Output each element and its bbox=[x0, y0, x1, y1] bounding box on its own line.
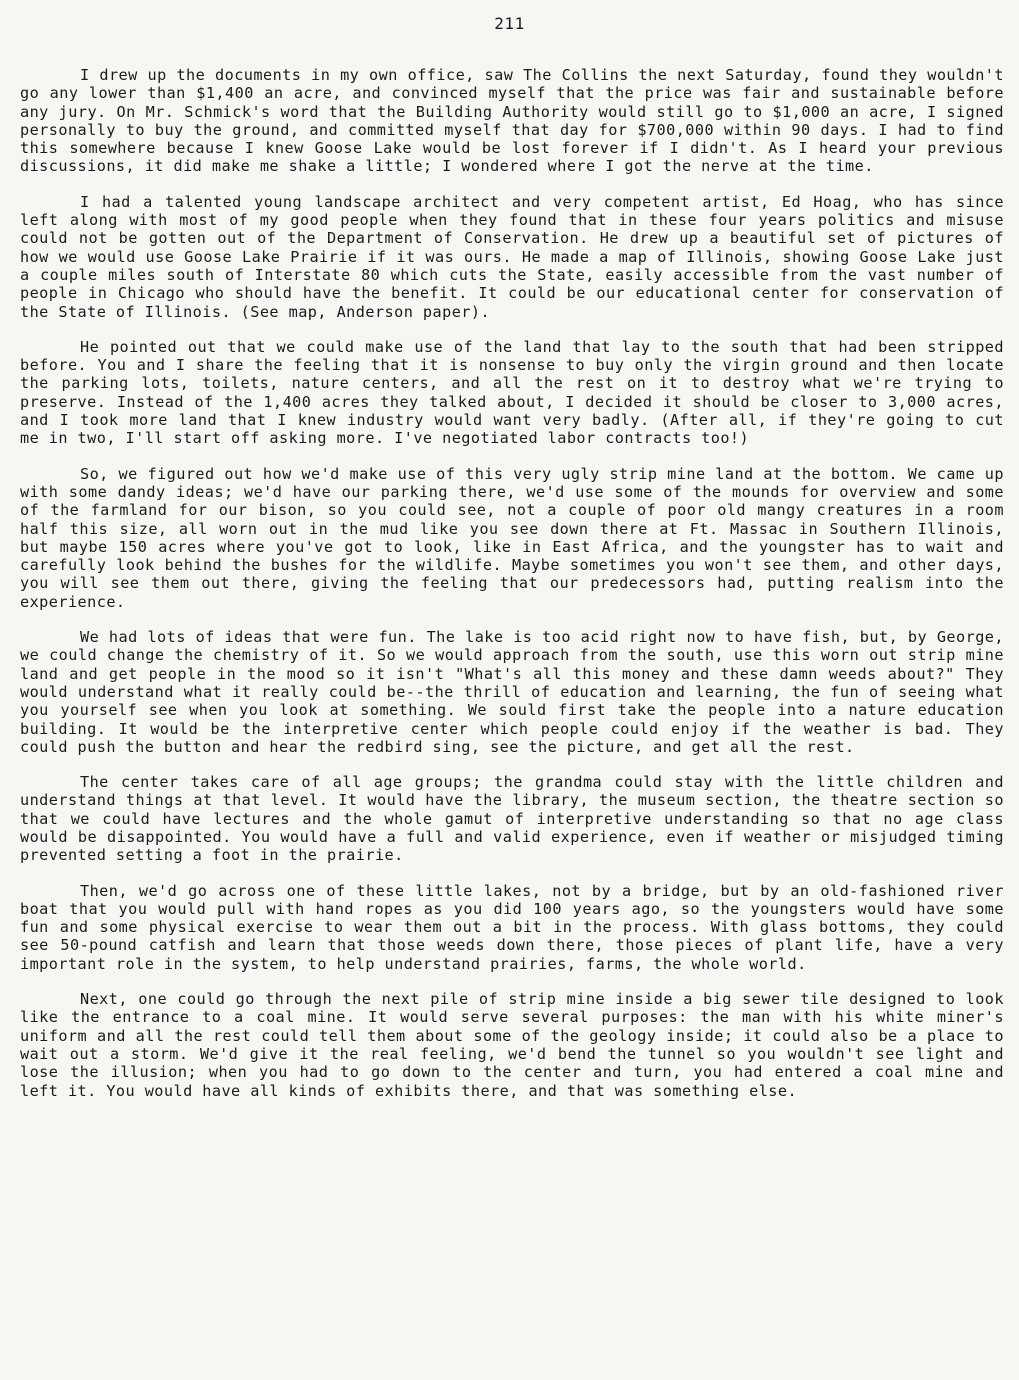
paragraph-6: The center takes care of all age groups; the grandma could stay with the little children and understand things at that level. It would have the library, the museum section, the theatre section so that we could have lectures and the whole gamut of interpretive understanding so that no age class would be disappointed. You would have a full and valid experience, even if weather or misjudged timing prevented setting a foot in the prairie. bbox=[20, 773, 1004, 865]
paragraph-8: Next, one could go through the next pile of strip mine inside a big sewer tile designed to look like the entrance to a coal mine. It would serve several purposes: the man with his white miner's uniform and all the rest could tell them about some of the geology inside; it could also be a place to wait out a storm. We'd give it the real feeling, we'd bend the tunnel so you wouldn't see light and lose the illusion; when you had to go down to the center and turn, you had entered a coal mine and left it. You would have all kinds of exhibits there, and that was something else. bbox=[20, 990, 1004, 1100]
body-text bbox=[20, 66, 1004, 1117]
paragraph-2: I had a talented young landscape architect and very competent artist, Ed Hoag, who has since left along with most of my good people when they found that in these four years politics and misuse could not be gotten out of the Department of Conservation. He drew up a beautiful set of pictures of how we would use Goose Lake Prairie if it was ours. He made a map of Illinois, showing Goose Lake just a couple miles south of Interstate 80 which cuts the State, easily accessible from the vast number of people in Chicago who should have the benefit. It could be our educational center for conservation of the State of Illinois. (See map, Anderson paper). bbox=[20, 192, 1004, 321]
paragraph-1: I drew up the documents in my own office, saw The Collins the next Saturday, found they wouldn't go any lower than $1,400 an acre, and convinced myself that the price was fair and sustainable before any jury. On Mr. Schmick's word that the Building Authority would still go to $1,000 an acre, I signed personally to buy the ground, and committed myself that day for $700,000 within 90 days. I had to find this somewhere because I knew Goose Lake would be lost forever if I didn't. As I heard your previous discussions, it did make me shake a little; I wondered where I got the nerve at the time. bbox=[20, 66, 1004, 176]
paragraph-4: So, we figured out how we'd make use of this very ugly strip mine land at the bottom. We came up with some dandy ideas; we'd have our parking there, we'd use some of the mounds for overview and some of the farmland for our bison, so you could see, not a couple of poor old mangy creatures in a room half this size, all worn out in the mud like you see down there at Ft. Massac in Southern Illinois, but maybe 150 acres where you've got to look, like in East Africa, and the youngster has to wait and carefully look behind the bushes for the wildlife. Maybe sometimes you won't see them, and other days, you will see them out there, giving the feeling that our predecessors had, putting realism into the experience. bbox=[20, 464, 1004, 611]
paragraph-7: Then, we'd go across one of these little lakes, not by a bridge, but by an old-fashioned river boat that you would pull with hand ropes as you did 100 years ago, so the youngsters would have some fun and some physical exercise to wear them out a bit in the process. With glass bottoms, they could see 50-pound catfish and learn that those weeds down there, those pieces of plant life, have a very important role in the system, to help understand prairies, farms, the whole world. bbox=[20, 881, 1004, 973]
page-number: 211 bbox=[494, 14, 525, 33]
paragraph-5: We had lots of ideas that were fun. The lake is too acid right now to have fish, but, by George, we could change the chemistry of it. So we would approach from the south, use this worn out strip mine land and get people in the mood so it isn't "What's all this money and these damn weeds about?" They would understand what it really could be--the thrill of education and learning, the fun of seeing what you yourself see when you look at something. We sould first take the people into a nature education building. It would be the interpretive center which people could enjoy if the weather is bad. They could push the button and hear the redbird sing, see the picture, and get all the rest. bbox=[20, 628, 1004, 756]
paragraph-3: He pointed out that we could make use of the land that lay to the south that had been stripped before. You and I share the feeling that it is nonsense to buy only the virgin ground and then locate the parking lots, toilets, nature centers, and all the rest on it to destroy what we're trying to preserve. Instead of the 1,400 acres they talked about, I decided it should be closer to 3,000 acres, and I took more land that I knew industry would want very badly. (After all, if they're going to cut me in two, I'll start off asking more. I've negotiated labor contracts too!) bbox=[20, 337, 1004, 448]
